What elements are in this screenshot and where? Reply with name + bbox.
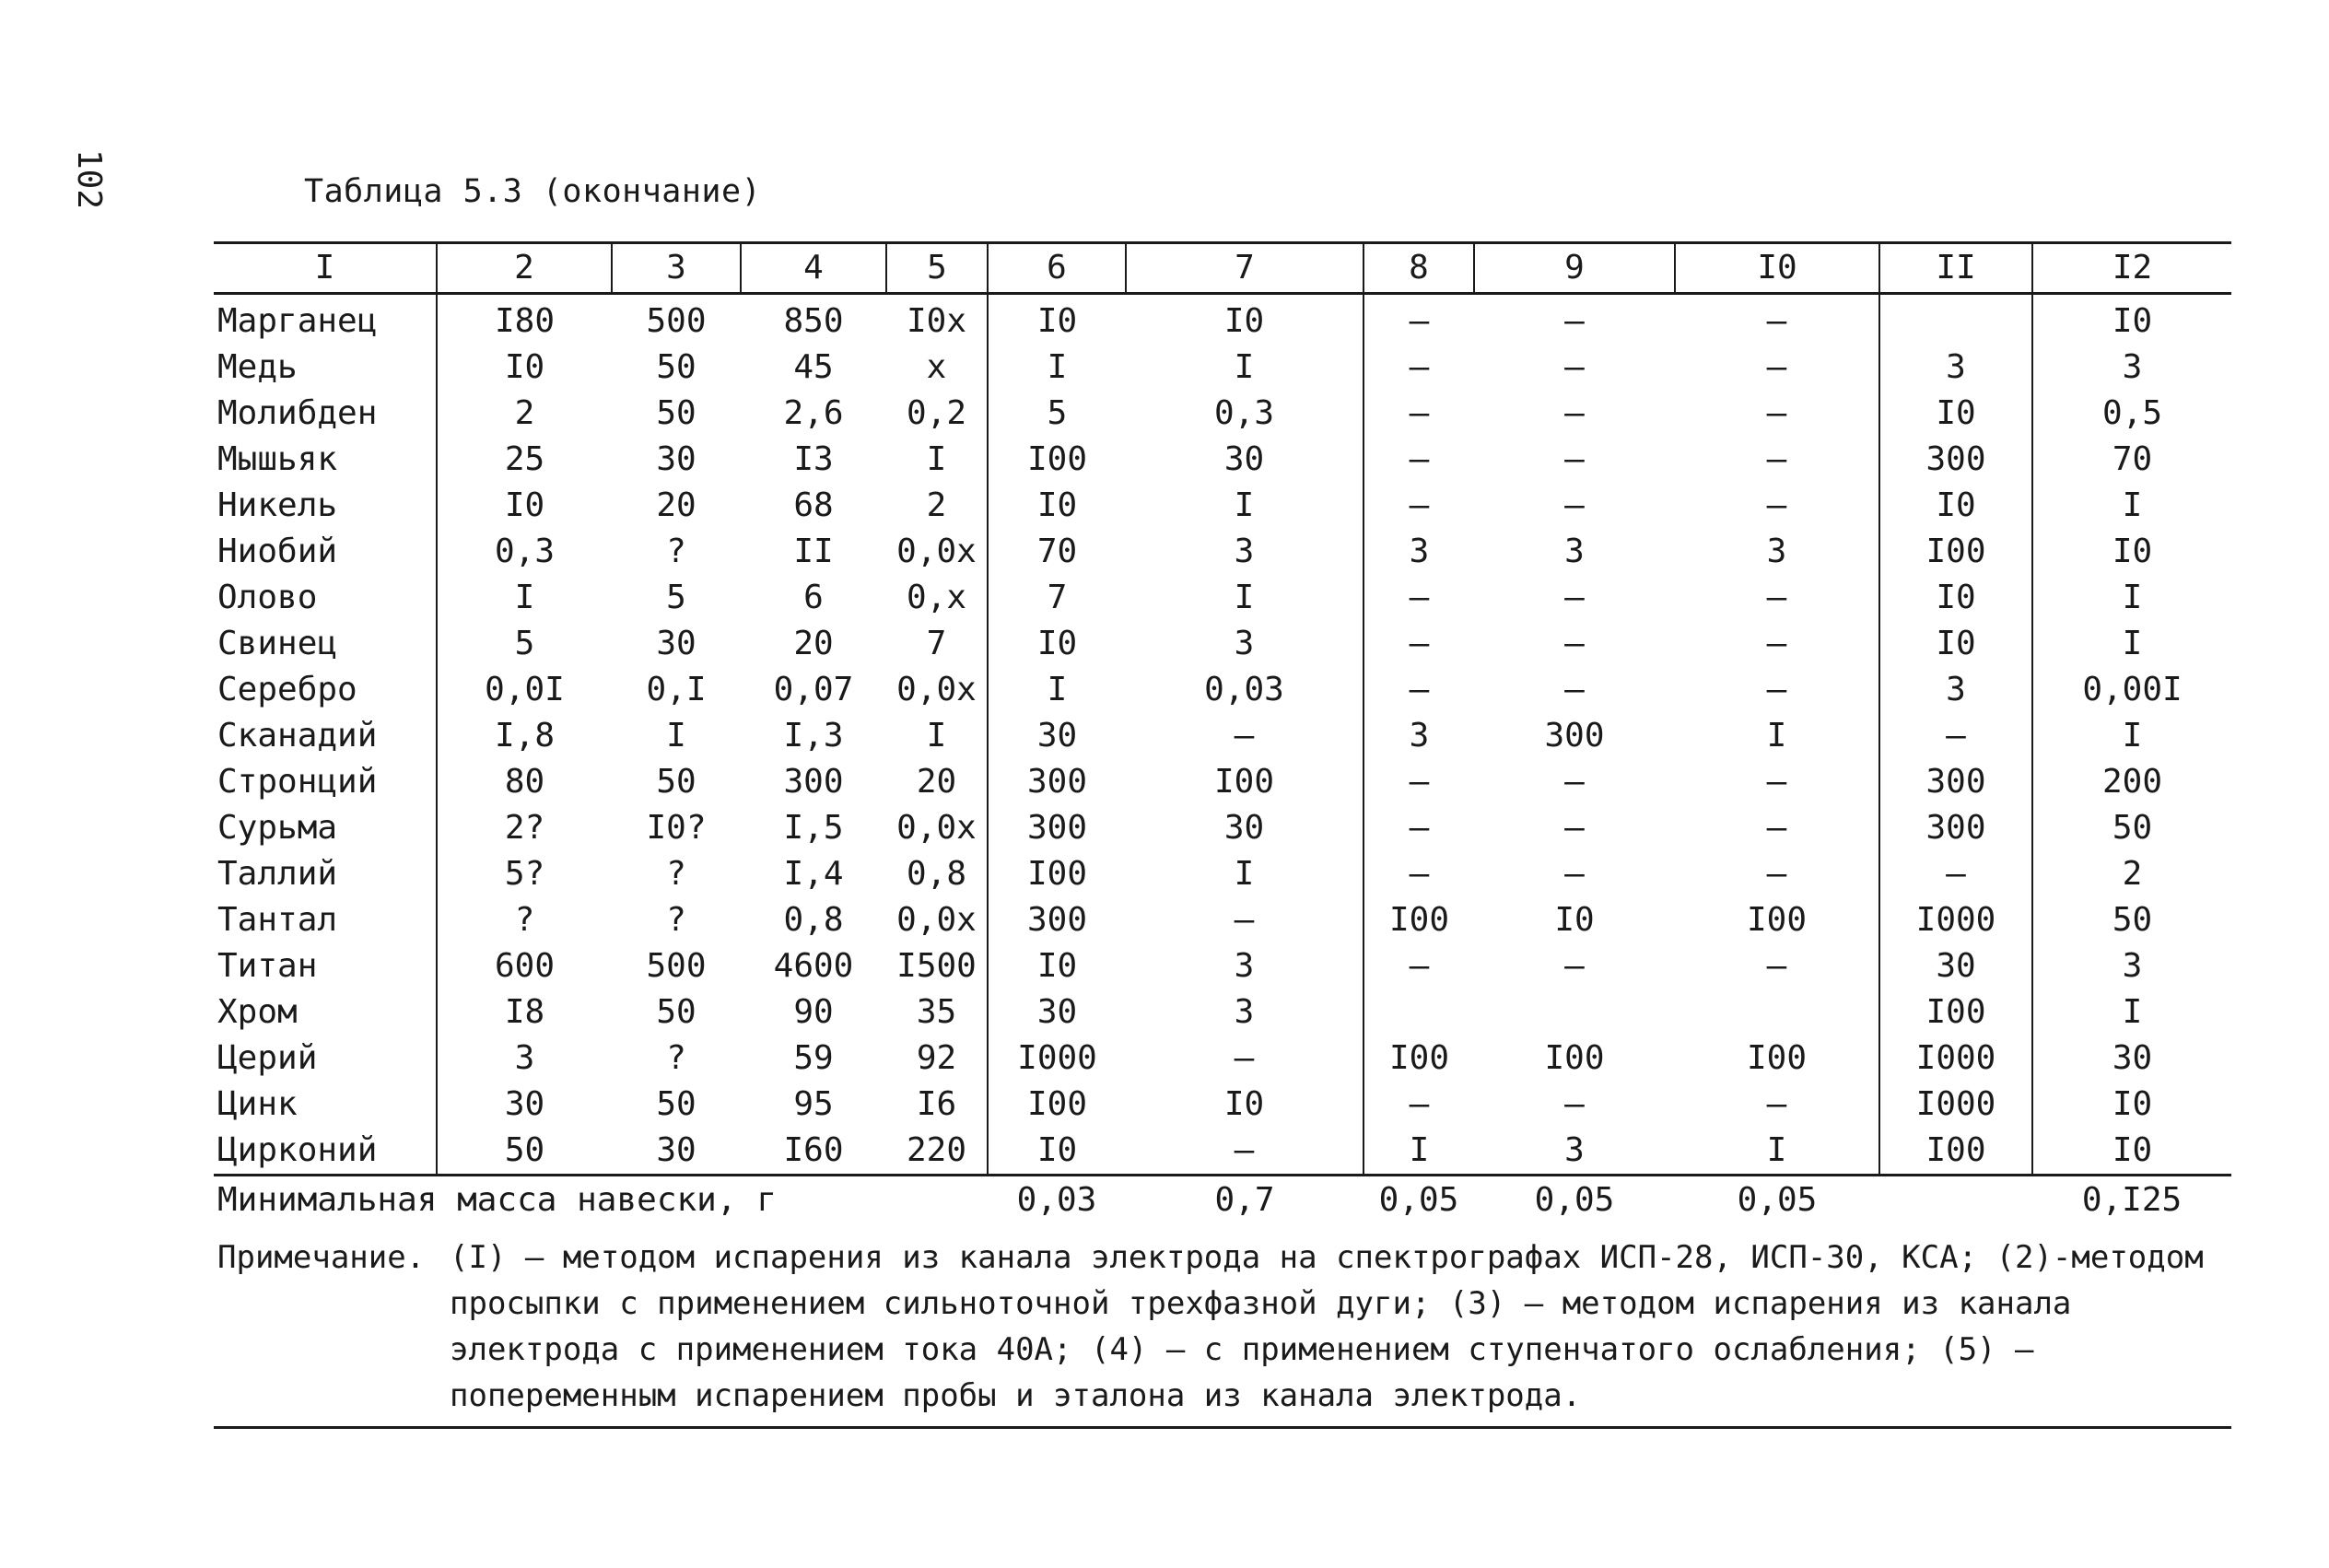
value-cell: I <box>2032 575 2231 621</box>
value-cell: 50 <box>656 763 696 801</box>
value-cell: – <box>1564 579 1585 616</box>
value-cell: 0,03 <box>1204 671 1284 708</box>
value-cell: – <box>1363 1082 1474 1128</box>
value-cell: 30 <box>1223 440 1265 478</box>
footer-cell: 0,05 <box>1363 1176 1474 1225</box>
value-cell: 30 <box>437 1082 612 1128</box>
value-cell: I00 <box>1879 529 2032 575</box>
value-cell: 0,5 <box>2032 391 2231 437</box>
value-cell: I00 <box>988 437 1126 483</box>
element-name-cell: Сурьма <box>217 809 338 847</box>
element-name-cell: Цинк <box>217 1085 298 1123</box>
footer-cell: 0,7 <box>1126 1176 1363 1225</box>
value-cell: 45 <box>793 348 834 386</box>
value-cell: 30 <box>656 440 696 478</box>
column-header: 3 <box>612 243 741 294</box>
column-header: 7 <box>1126 243 1363 294</box>
value-cell: – <box>1564 440 1585 478</box>
element-name-cell: Олово <box>217 579 318 616</box>
value-cell: 3 <box>437 1036 612 1082</box>
value-cell: 30 <box>1223 809 1265 847</box>
value-cell: – <box>1234 717 1255 755</box>
value-cell: I000 <box>1879 1036 2032 1082</box>
element-name-cell: Церий <box>217 1039 318 1077</box>
value-cell: I0 <box>988 483 1126 529</box>
value-cell: – <box>1363 667 1474 713</box>
value-cell: I500 <box>896 947 977 985</box>
value-cell: 0,00I <box>2032 667 2231 713</box>
table-row <box>214 759 2231 805</box>
value-cell: I00 <box>1544 1039 1605 1077</box>
table-row <box>214 805 2231 851</box>
value-cell: ? <box>666 901 686 939</box>
value-cell: I000 <box>988 1036 1126 1082</box>
value-cell: – <box>1363 575 1474 621</box>
value-cell <box>1879 294 2032 345</box>
table-row <box>214 529 2231 575</box>
element-name-cell: Никель <box>217 486 338 524</box>
value-cell: 3 <box>1363 713 1474 759</box>
value-cell: 7 <box>926 625 947 662</box>
value-cell: I,3 <box>783 717 844 755</box>
table-row <box>214 667 2231 713</box>
value-cell: – <box>1766 809 1787 847</box>
value-cell: I0 <box>988 294 1126 345</box>
data-table <box>214 241 2231 1224</box>
value-cell: – <box>1766 486 1787 524</box>
value-cell: 3 <box>1234 993 1255 1031</box>
value-cell: – <box>1234 1131 1255 1169</box>
value-cell: I60 <box>783 1131 844 1169</box>
value-cell: I0 <box>1879 621 2032 667</box>
value-cell: 50 <box>2032 805 2231 851</box>
value-cell: I <box>988 667 1126 713</box>
table-row <box>214 989 2231 1036</box>
value-cell: I <box>2032 621 2231 667</box>
value-cell: I <box>1234 579 1255 616</box>
header-row <box>214 243 2231 294</box>
value-cell: I,5 <box>783 809 844 847</box>
value-cell: 0,07 <box>773 671 854 708</box>
value-cell: 5 <box>437 621 612 667</box>
value-cell: I <box>666 717 686 755</box>
value-cell: I <box>926 440 947 478</box>
value-cell <box>1474 989 1675 1036</box>
value-cell: I00 <box>1746 901 1808 939</box>
value-cell: – <box>1564 1085 1585 1123</box>
value-cell: 30 <box>2032 1036 2231 1082</box>
value-cell: 5? <box>437 851 612 897</box>
value-cell: 300 <box>1879 437 2032 483</box>
value-cell: 0,8 <box>906 855 967 893</box>
value-cell: 4600 <box>773 947 854 985</box>
value-cell: I <box>1234 348 1255 386</box>
column-header: I2 <box>2032 243 2231 294</box>
value-cell: 6 <box>803 579 824 616</box>
column-header: 2 <box>437 243 612 294</box>
value-cell: – <box>1879 851 2032 897</box>
value-cell: – <box>1766 579 1787 616</box>
column-header: II <box>1879 243 2032 294</box>
table-row <box>214 575 2231 621</box>
table-caption: Таблица 5.3 (окончание) <box>304 173 762 210</box>
value-cell: 0,0x <box>896 671 977 708</box>
value-cell: 7 <box>988 575 1126 621</box>
value-cell: I0 <box>437 483 612 529</box>
value-cell: 300 <box>988 897 1126 943</box>
column-header: I <box>214 243 437 294</box>
value-cell: 5 <box>666 579 686 616</box>
value-cell: I00 <box>1879 1128 2032 1176</box>
value-cell: – <box>1564 947 1585 985</box>
value-cell: I00 <box>1746 1039 1808 1077</box>
column-header: 6 <box>988 243 1126 294</box>
footer-label: Минимальная масса навески, г <box>214 1176 988 1225</box>
value-cell: I <box>1234 855 1255 893</box>
value-cell: 2 <box>437 391 612 437</box>
footer-cell: 0,05 <box>1675 1176 1879 1225</box>
value-cell: 70 <box>2032 437 2231 483</box>
value-cell: – <box>1766 1085 1787 1123</box>
value-cell: 3 <box>1234 625 1255 662</box>
value-cell: 300 <box>1879 759 2032 805</box>
value-cell: 20 <box>656 486 696 524</box>
value-cell: I0 <box>1554 901 1595 939</box>
value-cell: 0,0x <box>896 809 977 847</box>
column-header: 8 <box>1363 243 1474 294</box>
table-row <box>214 897 2231 943</box>
value-cell: – <box>1564 348 1585 386</box>
value-cell: ? <box>437 897 612 943</box>
value-cell: x <box>926 348 947 386</box>
value-cell: 90 <box>793 993 834 1031</box>
footer-cell: 0,I25 <box>2032 1176 2231 1225</box>
element-name-cell: Медь <box>217 348 298 386</box>
value-cell: I6 <box>916 1085 957 1123</box>
value-cell: I <box>2032 989 2231 1036</box>
value-cell: 50 <box>656 348 696 386</box>
value-cell: – <box>1879 713 2032 759</box>
value-cell: II <box>793 532 834 570</box>
value-cell: 0,8 <box>783 901 844 939</box>
value-cell: I <box>2032 713 2231 759</box>
value-cell: 0,I <box>646 671 707 708</box>
table-row <box>214 345 2231 391</box>
value-cell: 3 <box>1234 947 1255 985</box>
value-cell: 3 <box>1766 532 1787 570</box>
table-row <box>214 1128 2231 1176</box>
value-cell: I3 <box>793 440 834 478</box>
note-label: Примечание. <box>217 1239 426 1276</box>
value-cell: 35 <box>916 993 957 1031</box>
value-cell: 0,0x <box>896 901 977 939</box>
table-row <box>214 851 2231 897</box>
value-cell: – <box>1363 483 1474 529</box>
value-cell: 30 <box>656 1131 696 1169</box>
value-cell: I <box>1234 486 1255 524</box>
element-name-cell: Таллий <box>217 855 338 893</box>
value-cell: 0,3 <box>1213 394 1275 432</box>
value-cell: 500 <box>646 302 707 340</box>
value-cell: 80 <box>437 759 612 805</box>
value-cell: – <box>1564 486 1585 524</box>
table-row <box>214 437 2231 483</box>
element-name-cell: Тантал <box>217 901 338 939</box>
value-cell: I00 <box>1363 1036 1474 1082</box>
value-cell <box>1675 989 1879 1036</box>
value-cell: – <box>1564 394 1585 432</box>
value-cell: 50 <box>656 394 696 432</box>
value-cell: 3 <box>1564 532 1585 570</box>
element-name-cell: Стронций <box>217 763 378 801</box>
value-cell: 0,2 <box>906 394 967 432</box>
value-cell: – <box>1363 391 1474 437</box>
value-cell: 0,0x <box>896 532 977 570</box>
value-cell: I0 <box>2032 1082 2231 1128</box>
table-body <box>214 294 2231 1176</box>
value-cell: – <box>1766 348 1787 386</box>
value-cell: – <box>1766 671 1787 708</box>
value-cell: I0x <box>906 302 967 340</box>
table-row <box>214 621 2231 667</box>
table-row <box>214 391 2231 437</box>
value-cell: 2,6 <box>783 394 844 432</box>
value-cell: I00 <box>1363 897 1474 943</box>
value-cell: I00 <box>988 1082 1126 1128</box>
column-header: 9 <box>1474 243 1675 294</box>
element-name-cell: Мышьяк <box>217 440 338 478</box>
value-cell: 300 <box>988 759 1126 805</box>
value-cell: 300 <box>1544 717 1605 755</box>
value-cell: I0 <box>1223 302 1265 340</box>
value-cell: 3 <box>2032 345 2231 391</box>
value-cell: 220 <box>906 1131 967 1169</box>
value-cell: – <box>1766 855 1787 893</box>
value-cell: 0,3 <box>437 529 612 575</box>
value-cell: 30 <box>656 625 696 662</box>
footer-cell <box>1879 1176 2032 1225</box>
value-cell: I0 <box>1879 575 2032 621</box>
value-cell: 3 <box>1564 1131 1585 1169</box>
value-cell: I <box>1363 1128 1474 1176</box>
value-cell: – <box>1363 943 1474 989</box>
value-cell: 68 <box>793 486 834 524</box>
value-cell: 2 <box>926 486 947 524</box>
value-cell: I <box>2032 483 2231 529</box>
value-cell: 20 <box>793 625 834 662</box>
element-name-cell: Ниобий <box>217 532 338 570</box>
value-cell: I <box>437 575 612 621</box>
value-cell: 50 <box>656 993 696 1031</box>
value-cell: – <box>1234 901 1255 939</box>
page-number: 102 <box>70 149 108 210</box>
value-cell: 50 <box>437 1128 612 1176</box>
element-name-cell: Серебро <box>217 671 357 708</box>
value-cell: 2 <box>2032 851 2231 897</box>
value-cell: I0 <box>437 345 612 391</box>
footer-row <box>214 1176 2231 1225</box>
value-cell: 50 <box>656 1085 696 1123</box>
value-cell: ? <box>666 532 686 570</box>
value-cell: 3 <box>1879 345 2032 391</box>
value-cell: 850 <box>783 302 844 340</box>
value-cell: I000 <box>1879 1082 2032 1128</box>
element-name-cell: Титан <box>217 947 318 985</box>
value-cell: 300 <box>783 763 844 801</box>
column-header: 4 <box>741 243 886 294</box>
value-cell: I0 <box>2032 1128 2231 1176</box>
value-cell: I000 <box>1879 897 2032 943</box>
value-cell: 30 <box>988 713 1126 759</box>
value-cell: I <box>1766 717 1787 755</box>
value-cell: – <box>1234 1039 1255 1077</box>
value-cell: 20 <box>916 763 957 801</box>
value-cell: 5 <box>988 391 1126 437</box>
table-row <box>214 943 2231 989</box>
value-cell: I <box>926 717 947 755</box>
value-cell: I,8 <box>437 713 612 759</box>
value-cell: 500 <box>646 947 707 985</box>
value-cell: ? <box>666 855 686 893</box>
table-note <box>217 1235 2235 1419</box>
value-cell: – <box>1564 625 1585 662</box>
value-cell: 25 <box>437 437 612 483</box>
value-cell: I0 <box>1223 1085 1265 1123</box>
value-cell: – <box>1564 855 1585 893</box>
element-name-cell: Молибден <box>217 394 378 432</box>
value-cell: 92 <box>916 1039 957 1077</box>
element-name-cell: Сканадий <box>217 717 378 755</box>
value-cell: I,4 <box>783 855 844 893</box>
element-name-cell: Марганец <box>217 302 378 340</box>
value-cell: 0,x <box>906 579 967 616</box>
value-cell: 200 <box>2032 759 2231 805</box>
value-cell: 2? <box>437 805 612 851</box>
value-cell: I0 <box>1879 483 2032 529</box>
value-cell: I8 <box>437 989 612 1036</box>
value-cell: – <box>1363 851 1474 897</box>
table-row <box>214 294 2231 345</box>
value-cell: – <box>1766 763 1787 801</box>
value-cell: – <box>1766 625 1787 662</box>
element-name-cell: Цирконий <box>217 1131 378 1169</box>
value-cell: – <box>1363 294 1474 345</box>
element-name-cell: Свинец <box>217 625 338 662</box>
value-cell: ? <box>666 1039 686 1077</box>
value-cell: I00 <box>1213 763 1275 801</box>
value-cell: 59 <box>793 1039 834 1077</box>
value-cell: I0 <box>988 621 1126 667</box>
value-cell: – <box>1766 440 1787 478</box>
value-cell: I80 <box>437 294 612 345</box>
column-header: I0 <box>1675 243 1879 294</box>
value-cell: 3 <box>1363 529 1474 575</box>
value-cell: 0,0I <box>437 667 612 713</box>
table-row <box>214 483 2231 529</box>
table-row <box>214 1082 2231 1128</box>
value-cell: – <box>1363 805 1474 851</box>
value-cell: I <box>988 345 1126 391</box>
value-cell: – <box>1564 809 1585 847</box>
value-cell: 300 <box>1879 805 2032 851</box>
footer-cell: 0,03 <box>988 1176 1126 1225</box>
value-cell: – <box>1766 394 1787 432</box>
value-cell: 300 <box>988 805 1126 851</box>
value-cell: I0 <box>2032 294 2231 345</box>
value-cell: 3 <box>2032 943 2231 989</box>
value-cell: 600 <box>437 943 612 989</box>
value-cell: I00 <box>988 851 1126 897</box>
value-cell: – <box>1363 437 1474 483</box>
value-cell: – <box>1363 759 1474 805</box>
value-cell: 3 <box>1879 667 2032 713</box>
value-cell: 70 <box>988 529 1126 575</box>
value-cell: 30 <box>988 989 1126 1036</box>
note-text: (I) – методом испарения из канала электрода на спектрографах ИСП-28, ИСП-30, КСА; (2)-методом просыпки с применением сильноточной трехфазной дуги; (3) – методом испарения из канала электрода с применением тока 40А; (4) – с применением ступенчатого ослабления; (5) – попеременным испарением пробы и эталона из канала электрода. <box>450 1239 2204 1414</box>
value-cell: 30 <box>1879 943 2032 989</box>
element-name-cell: Хром <box>217 993 298 1031</box>
value-cell: I <box>1766 1131 1787 1169</box>
value-cell: – <box>1564 671 1585 708</box>
table-row <box>214 713 2231 759</box>
value-cell: – <box>1363 621 1474 667</box>
value-cell: I0 <box>2032 529 2231 575</box>
value-cell: I0 <box>988 1128 1126 1176</box>
value-cell: – <box>1766 947 1787 985</box>
value-cell: – <box>1564 763 1585 801</box>
value-cell: – <box>1564 302 1585 340</box>
value-cell <box>1363 989 1474 1036</box>
value-cell: I0 <box>988 943 1126 989</box>
value-cell: 95 <box>793 1085 834 1123</box>
value-cell: – <box>1766 302 1787 340</box>
column-header: 5 <box>886 243 988 294</box>
value-cell: I00 <box>1879 989 2032 1036</box>
value-cell: I0 <box>1879 391 2032 437</box>
table-row <box>214 1036 2231 1082</box>
value-cell: 3 <box>1234 532 1255 570</box>
bottom-rule <box>214 1426 2231 1429</box>
value-cell: 50 <box>2032 897 2231 943</box>
footer-cell: 0,05 <box>1474 1176 1675 1225</box>
value-cell: – <box>1363 345 1474 391</box>
value-cell: I0? <box>646 809 707 847</box>
